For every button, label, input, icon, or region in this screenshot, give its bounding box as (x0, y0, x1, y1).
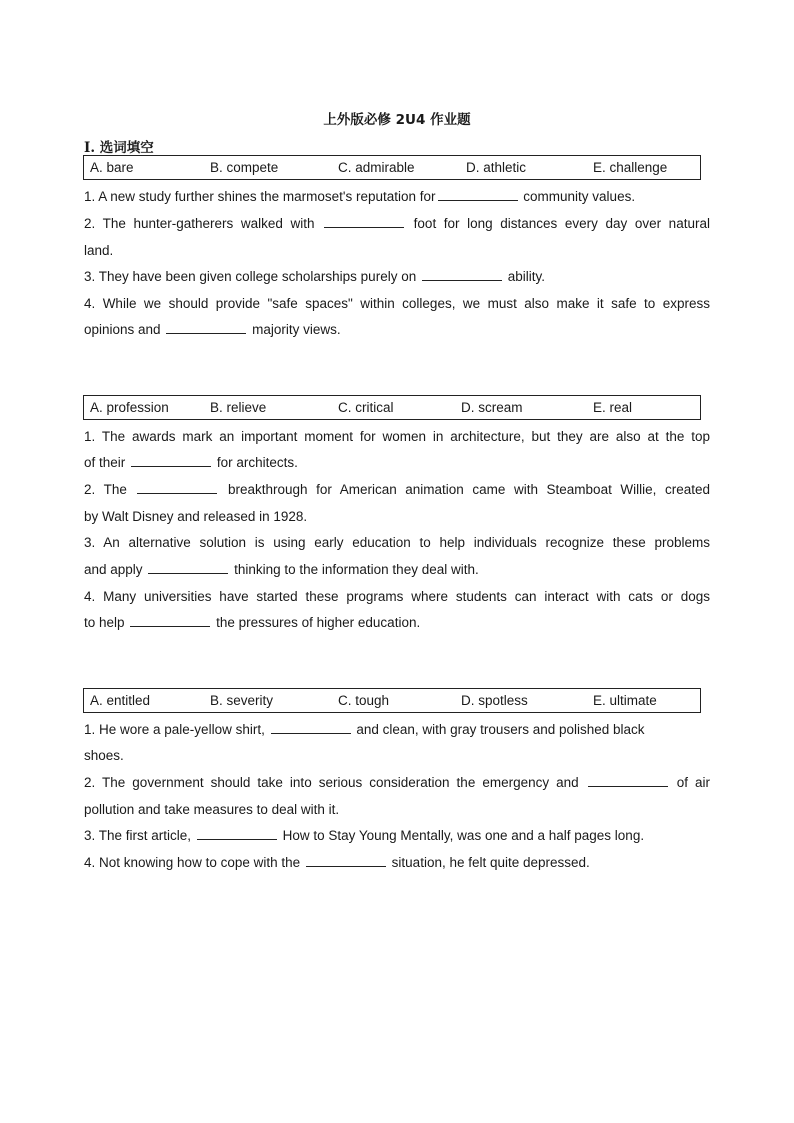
option: C. admirable (338, 160, 415, 175)
option: D. scream (461, 400, 523, 415)
section-heading: I. 选词填空 (84, 140, 154, 156)
answer-blank[interactable] (324, 226, 404, 228)
option: E. challenge (593, 160, 668, 175)
question-3-4: 4. Not knowing how to cope with the situation, he felt quite depressed. (84, 855, 590, 870)
word-bank-2 (83, 395, 701, 420)
question-2-2-cont: by Walt Disney and released in 1928. (84, 509, 308, 524)
question-3-3: 3. The first article, How to Stay Young Mentally, was one and a half pages long. (84, 828, 645, 843)
answer-blank[interactable] (422, 279, 502, 281)
answer-blank[interactable] (148, 572, 228, 574)
answer-blank[interactable] (438, 199, 518, 201)
option: E. real (593, 400, 633, 415)
question-2-3: 3. An alternative solution is using early education to help individuals recognize these problems (84, 535, 710, 550)
question-1-2-cont: land. (84, 243, 114, 258)
question-2-4: 4. Many universities have started these programs where students can interact with cats or dogs (84, 589, 710, 604)
question-2-1: 1. The awards mark an important moment for women in architecture, but they are also at the top (84, 429, 710, 444)
question-3-1: 1. He wore a pale-yellow shirt, and clean, with gray trousers and polished black (84, 722, 645, 737)
question-2-3-cont: and apply thinking to the information they deal with. (84, 562, 479, 577)
option: B. relieve (210, 400, 267, 415)
question-3-2-cont: pollution and take measures to deal with it. (84, 802, 340, 817)
option: E. ultimate (593, 693, 657, 708)
question-3-1-cont: shoes. (84, 748, 124, 763)
option: C. critical (338, 400, 394, 415)
option: B. severity (210, 693, 274, 708)
question-2-2: 2. The breakthrough for American animation came with Steamboat Willie, created (84, 482, 710, 497)
answer-blank[interactable] (271, 732, 351, 734)
option: D. athletic (466, 160, 527, 175)
answer-blank[interactable] (588, 785, 668, 787)
question-2-1-cont: of their for architects. (84, 455, 298, 470)
word-bank-1 (83, 155, 701, 180)
option: B. compete (210, 160, 279, 175)
option: D. spotless (461, 693, 528, 708)
answer-blank[interactable] (137, 492, 217, 494)
question-1-2: 2. The hunter-gatherers walked with foot for long distances every day over natural (84, 216, 710, 231)
question-1-4-cont: opinions and majority views. (84, 322, 341, 337)
question-1-1: 1. A new study further shines the marmoset's reputation for community values. (84, 189, 636, 204)
option: A. profession (90, 400, 169, 415)
question-1-4: 4. While we should provide "safe spaces" within colleges, we must also make it safe to express (84, 296, 710, 311)
answer-blank[interactable] (197, 838, 277, 840)
answer-blank[interactable] (166, 332, 246, 334)
question-3-2: 2. The government should take into serious consideration the emergency and of air (84, 775, 710, 790)
option: A. entitled (90, 693, 151, 708)
option: A. bare (90, 160, 134, 175)
word-bank-3 (83, 688, 701, 713)
answer-blank[interactable] (306, 865, 386, 867)
question-1-3: 3. They have been given college scholarships purely on ability. (84, 269, 546, 284)
answer-blank[interactable] (131, 465, 211, 467)
answer-blank[interactable] (130, 625, 210, 627)
option: C. tough (338, 693, 390, 708)
page-title: 上外版必修 2U4 作业题 (323, 112, 471, 128)
question-2-4-cont: to help the pressures of higher education. (84, 615, 421, 630)
